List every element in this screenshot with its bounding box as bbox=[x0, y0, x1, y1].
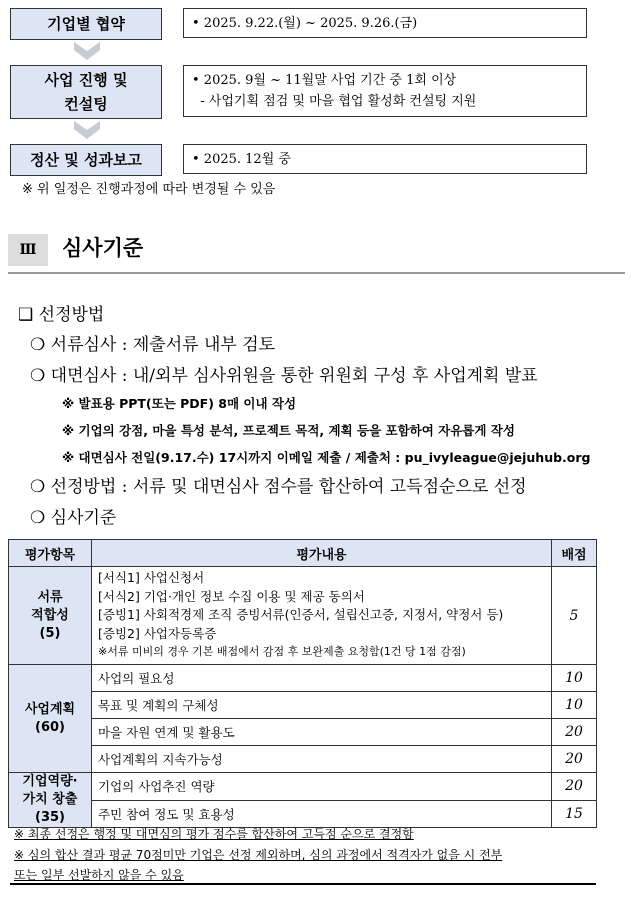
section-title: 심사기준 bbox=[62, 236, 144, 260]
stage-agreement bbox=[10, 8, 162, 40]
category-plan: 사업계획 (60) bbox=[9, 665, 92, 773]
method-line: ❍ 선정방법 : 서류 및 대면심사 점수를 합산하여 고득점순으로 선정 bbox=[30, 477, 527, 497]
stage-consulting-desc bbox=[183, 65, 587, 117]
stage-desc-line: - 사업기획 점검 및 마을 협업 활성화 컨설팅 지원 bbox=[192, 94, 477, 109]
criteria-line: ❍ 심사기준 bbox=[30, 508, 117, 528]
list-item: [증빙2] 사업자등록증 bbox=[98, 625, 217, 641]
interview-note: ※ 기업의 강점, 마을 특성 분석, 프로젝트 목적, 계획 등을 포함하여 자유롭게 작성 bbox=[62, 423, 515, 438]
header-score: 배점 bbox=[552, 540, 597, 567]
content-cell: 주민 참여 정도 및 효용성 bbox=[92, 800, 552, 828]
list-item: ※서류 미비의 경우 기본 배점에서 감점 후 보완제출 요청함(1건 당 1점 감점) bbox=[98, 645, 466, 659]
list-item: [서식2] 기업·개인 정보 수집 이용 및 제공 동의서 bbox=[98, 588, 365, 604]
stage-label: 사업 진행 및 컨설팅 bbox=[44, 71, 128, 113]
footer-divider bbox=[10, 883, 596, 885]
content-cell: 사업계획의 지속가능성 bbox=[92, 746, 552, 773]
table-row bbox=[9, 773, 597, 801]
chevron-down-icon bbox=[74, 121, 100, 141]
score-cell: 15 bbox=[552, 800, 597, 828]
category-capacity: 기업역량· 가치 창출 (35) bbox=[9, 773, 92, 828]
stage-label: 정산 및 성과보고 bbox=[30, 151, 142, 169]
table-row bbox=[9, 800, 597, 828]
table-row bbox=[9, 719, 597, 746]
stage-consulting bbox=[10, 65, 162, 119]
table-row bbox=[9, 567, 597, 665]
footnote: ※ 최종 선정은 행정 및 대면심의 평가 점수를 합산하여 고득점 순으로 결정함 bbox=[14, 827, 414, 841]
list-item: [서식1] 사업신청서 bbox=[98, 570, 205, 586]
list-item: [증빙1] 사회적경제 조직 증빙서류(인증서, 설립신고증, 지정서, 약정서 등) bbox=[98, 607, 504, 623]
footnote: 또는 일부 선발하지 않을 수 있음 bbox=[14, 868, 184, 882]
header-content: 평가내용 bbox=[92, 540, 552, 567]
doc-items bbox=[92, 567, 552, 665]
interview-note: ※ 대면심사 전일(9.17.수) 17시까지 이메일 제출 / 제출처 : pu_ivyleague@jejuhub.org bbox=[62, 450, 591, 465]
content-cell: 기업의 사업추진 역량 bbox=[92, 773, 552, 801]
stage-desc-line: • 2025. 9.22.(월) ~ 2025. 9.26.(금) bbox=[192, 15, 418, 31]
stage-agreement-desc bbox=[183, 8, 587, 38]
stage-settlement bbox=[10, 144, 162, 176]
score-cell: 20 bbox=[552, 719, 597, 746]
score-cell: 10 bbox=[552, 692, 597, 719]
score-cell: 20 bbox=[552, 773, 597, 801]
table-row bbox=[9, 665, 597, 692]
schedule-note: ※ 위 일정은 진행과정에 따라 변경될 수 있음 bbox=[22, 182, 276, 197]
doc-review-line: ❍ 서류심사 : 제출서류 내부 검토 bbox=[30, 335, 276, 355]
category-doc: 서류 적합성 (5) bbox=[9, 567, 92, 665]
header-category: 평가항목 bbox=[9, 540, 92, 567]
stage-settlement-desc bbox=[183, 144, 587, 174]
section-number: Ⅲ bbox=[8, 234, 48, 266]
interview-line: ❍ 대면심사 : 내/외부 심사위원을 통한 위원회 구성 후 사업계획 발표 bbox=[30, 366, 538, 386]
chevron-down-icon bbox=[74, 42, 100, 62]
score-cell: 5 bbox=[552, 567, 597, 665]
table-header-row bbox=[9, 540, 597, 567]
table-row bbox=[9, 746, 597, 773]
interview-note: ※ 발표용 PPT(또는 PDF) 8매 이내 작성 bbox=[62, 396, 297, 411]
evaluation-table bbox=[8, 539, 597, 828]
content-cell: 목표 및 계획의 구체성 bbox=[92, 692, 552, 719]
score-cell: 10 bbox=[552, 665, 597, 692]
selection-heading: ❑ 선정방법 bbox=[18, 305, 105, 325]
stage-desc-line: • 2025. 12월 중 bbox=[192, 151, 291, 167]
section-divider bbox=[8, 272, 625, 274]
content-cell: 마을 자원 연계 및 활용도 bbox=[92, 719, 552, 746]
table-row bbox=[9, 692, 597, 719]
stage-desc-line: • 2025. 9월 ~ 11월말 사업 기간 중 1회 이상 bbox=[192, 73, 457, 88]
stage-label: 기업별 협약 bbox=[47, 15, 125, 33]
content-cell: 사업의 필요성 bbox=[92, 665, 552, 692]
footnote: ※ 심의 합산 결과 평균 70점미만 기업은 선정 제외하며, 심의 과정에서 적격자가 없을 시 전부 bbox=[14, 848, 503, 862]
score-cell: 20 bbox=[552, 746, 597, 773]
